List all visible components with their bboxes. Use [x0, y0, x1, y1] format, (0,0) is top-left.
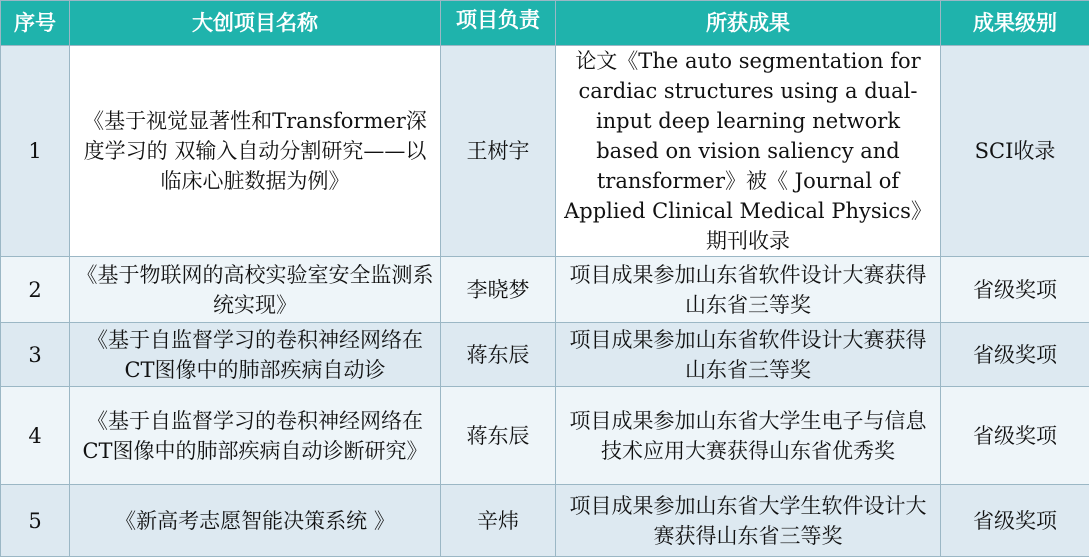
header-project: 大创项目名称 [70, 1, 441, 46]
table-row [1, 257, 1089, 323]
cell-level: SCI收录 [941, 46, 1089, 257]
header-leader-label: 项目负责 [456, 7, 540, 33]
cell-result: 论文《The auto segmentation for cardiac structures using a dual-input deep learning network based on vision saliency and transformer》被《 Journal of Applied Clinical Medical Physics》期刊收录 [556, 46, 941, 257]
header-leader [441, 1, 556, 46]
cell-leader: 辛炜 [441, 485, 556, 557]
cell-project: 《新高考志愿智能决策系统 》 [70, 485, 441, 557]
cell-leader: 蒋东辰 [441, 323, 556, 387]
cell-result: 项目成果参加山东省大学生电子与信息技术应用大赛获得山东省优秀奖 [556, 387, 941, 485]
cell-project: 《基于视觉显著性和Transformer深度学习的 双输入自动分割研究——以临床心脏数据为例》 [70, 46, 441, 257]
cell-leader: 蒋东辰 [441, 387, 556, 485]
cell-result: 项目成果参加山东省大学生软件设计大赛获得山东省三等奖 [556, 485, 941, 557]
cell-index: 2 [1, 257, 70, 323]
cell-level: 省级奖项 [941, 257, 1089, 323]
cell-index: 3 [1, 323, 70, 387]
table-row [1, 323, 1089, 387]
cell-index: 5 [1, 485, 70, 557]
table-row [1, 46, 1089, 257]
table-row [1, 485, 1089, 557]
table-row [1, 387, 1089, 485]
cell-level: 省级奖项 [941, 323, 1089, 387]
cell-leader: 王树宇 [441, 46, 556, 257]
cell-result: 项目成果参加山东省软件设计大赛获得山东省三等奖 [556, 257, 941, 323]
cell-index: 1 [1, 46, 70, 257]
cell-project: 《基于自监督学习的卷积神经网络在CT图像中的肺部疾病自动诊断研究》 [70, 387, 441, 485]
header-row [1, 1, 1089, 46]
header-result: 所获成果 [556, 1, 941, 46]
cell-level: 省级奖项 [941, 387, 1089, 485]
cell-leader: 李晓梦 [441, 257, 556, 323]
cell-project: 《基于物联网的高校实验室安全监测系统实现》 [70, 257, 441, 323]
cell-result: 项目成果参加山东省软件设计大赛获得山东省三等奖 [556, 323, 941, 387]
cell-index: 4 [1, 387, 70, 485]
cell-level: 省级奖项 [941, 485, 1089, 557]
header-index: 序号 [1, 1, 70, 46]
header-level: 成果级别 [941, 1, 1089, 46]
cell-project: 《基于自监督学习的卷积神经网络在CT图像中的肺部疾病自动诊 [70, 323, 441, 387]
